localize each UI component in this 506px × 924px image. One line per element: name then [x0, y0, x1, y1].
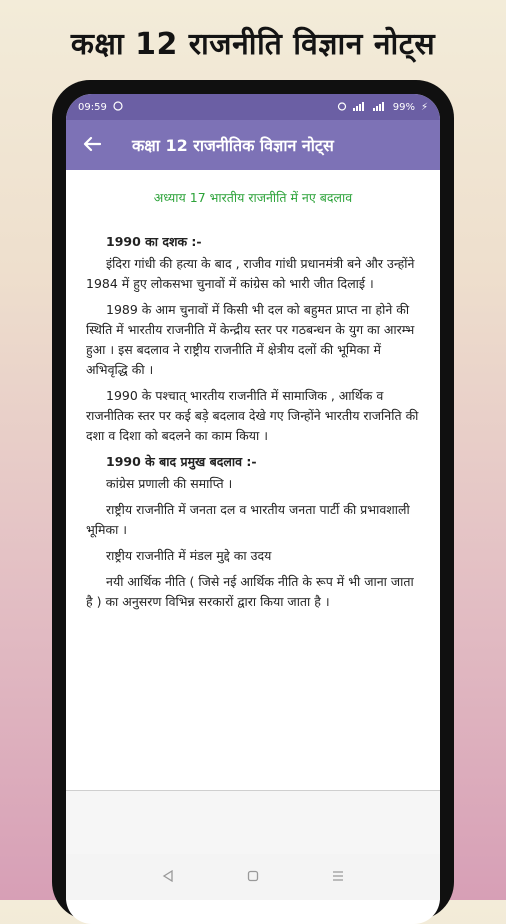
- whatsapp-icon: [113, 101, 123, 114]
- bottom-panel: [66, 791, 440, 854]
- paragraph: 1990 के पश्चात् भारतीय राजनीति में सामाजिक , आर्थिक व राजनीतिक स्तर पर कई बड़े बदलाव देखे गए जिन्होंने भारतीय राजनिति की दशा व दिशा को बदलने का काम किया ।: [86, 388, 419, 443]
- nav-menu-button[interactable]: [323, 868, 353, 886]
- list-item: कांग्रेस प्रणाली की समाप्ति ।: [106, 476, 233, 491]
- list-item: राष्ट्रीय राजनीति में मंडल मुद्दे का उदय: [106, 548, 272, 563]
- chapter-title: अध्याय 17 भारतीय राजनीति में नए बदलाव: [153, 190, 353, 205]
- notes-content[interactable]: [66, 170, 440, 770]
- alarm-icon: [337, 101, 347, 114]
- phone-screen: [66, 94, 440, 924]
- paragraph: 1989 के आम चुनावों में किसी भी दल को बहुमत प्राप्त ना होने की स्थिति में भारतीय राजनीति में केन्द्रीय स्तर पर गठबन्धन के युग का आरम्भ हुआ । इस बदलाव ने राष्ट्रीय राजनीति में क्षेत्रीय दलों की भूमिका में अभिवृद्धि की ।: [86, 302, 415, 377]
- charging-icon: ⚡: [420, 101, 428, 113]
- triangle-back-icon: [162, 870, 174, 882]
- square-home-icon: [247, 870, 259, 882]
- signal-icon: [353, 101, 367, 114]
- back-button[interactable]: [66, 120, 118, 170]
- menu-lines-icon: [331, 870, 345, 882]
- signal-icon-2: [373, 101, 387, 114]
- section-heading-1: 1990 का दशक :-: [106, 234, 202, 249]
- section-heading-2: 1990 के बाद प्रमुख बदलाव :-: [106, 454, 257, 469]
- nav-home-button[interactable]: [238, 868, 268, 886]
- status-time: 09:59: [78, 101, 107, 113]
- list-item: राष्ट्रीय राजनीति में जनता दल व भारतीय जनता पार्टी की प्रभावशाली भूमिका ।: [86, 502, 410, 537]
- status-bar: [66, 94, 440, 120]
- nav-back-button[interactable]: [153, 868, 183, 886]
- app-bar: [66, 120, 440, 170]
- system-nav-bar: [66, 854, 440, 900]
- battery-percent: 99%: [392, 101, 415, 113]
- list-item: नयी आर्थिक नीति ( जिसे नई आर्थिक नीति के रूप में भी जाना जाता है ) का अनुसरण विभिन्न सरकारों द्वारा किया जाता है ।: [86, 574, 414, 609]
- divider: [66, 790, 440, 791]
- app-bar-title: कक्षा 12 राजनीतिक विज्ञान नोट्स: [132, 136, 334, 155]
- phone-frame: [52, 80, 454, 920]
- paragraph: इंदिरा गांधी की हत्या के बाद , राजीव गांधी प्रधानमंत्री बने और उन्होंने 1984 में हुए लोकसभा चुनावों में कांग्रेस को भारी जीत दिलाई ।: [86, 256, 415, 291]
- back-arrow-icon: [83, 133, 101, 158]
- promo-title: कक्षा 12 राजनीति विज्ञान नोट्स: [70, 27, 436, 62]
